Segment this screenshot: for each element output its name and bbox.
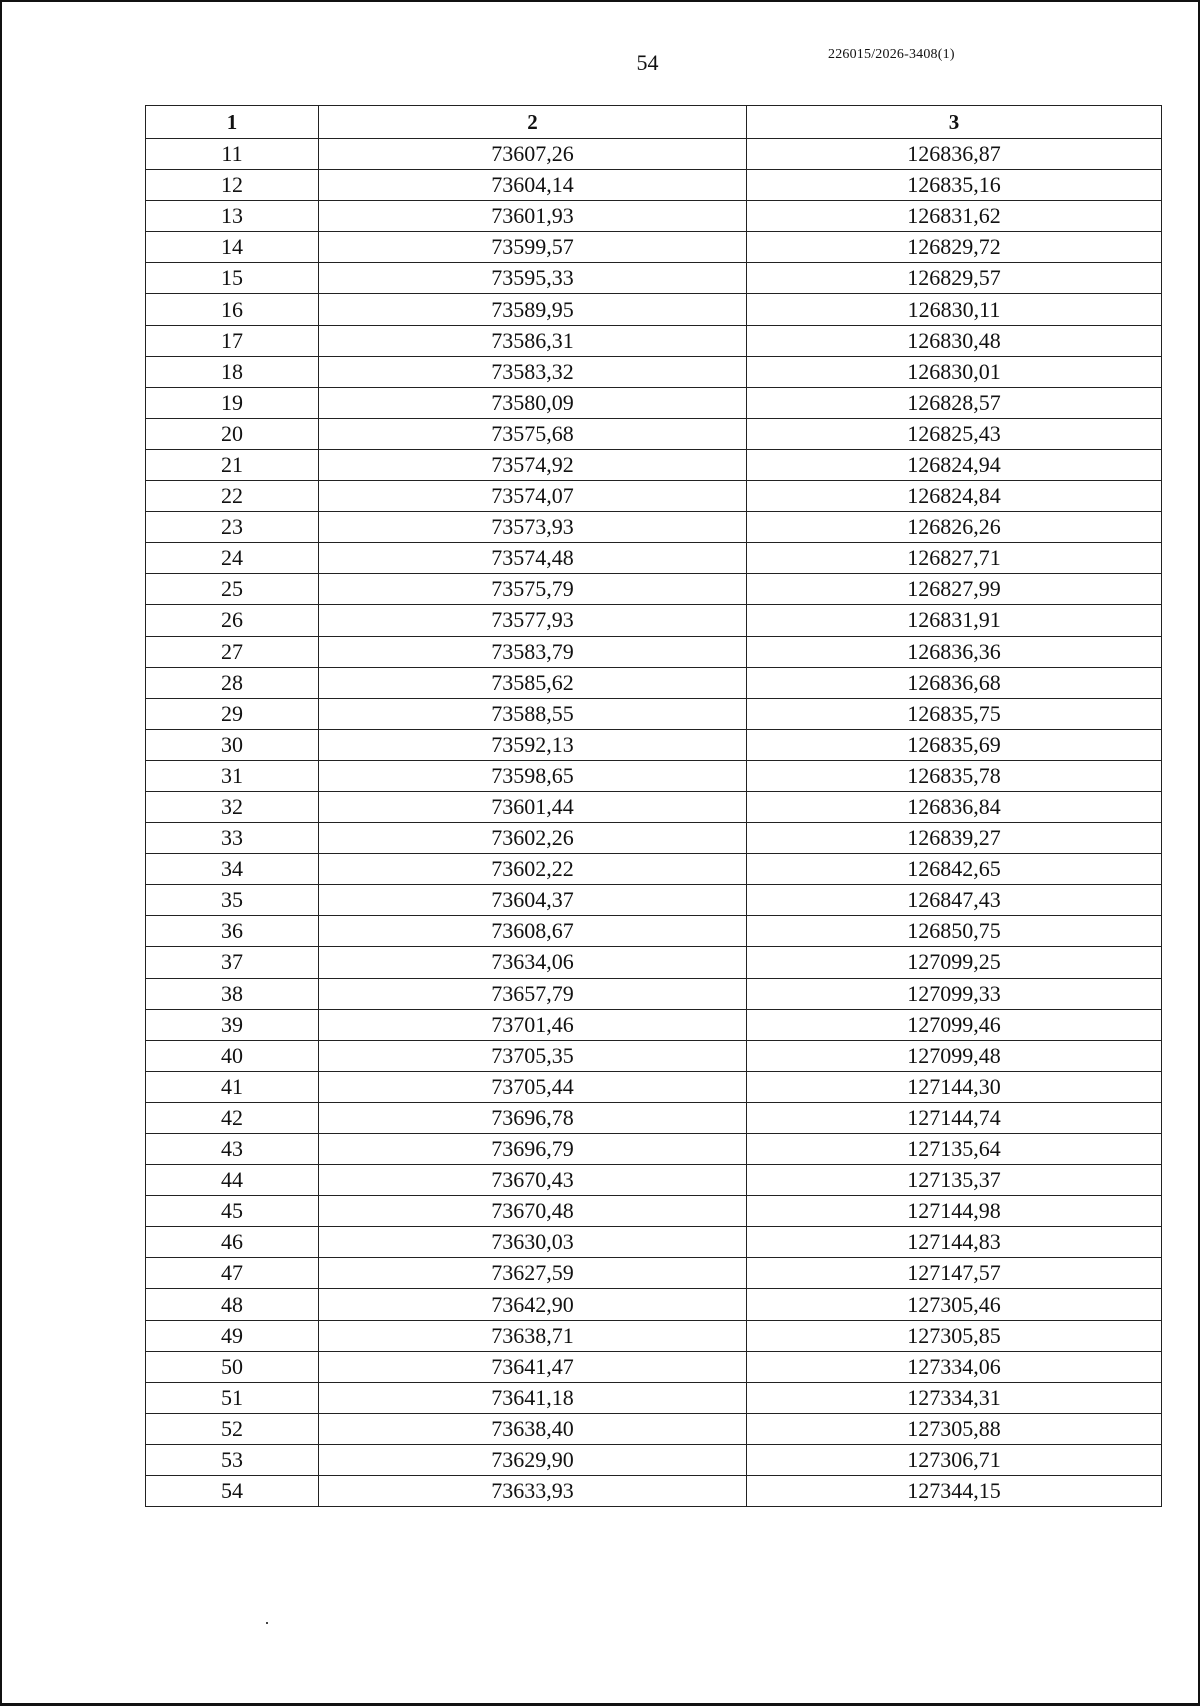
coordinate-y-cell: 127135,64 (747, 1134, 1162, 1165)
table-row (146, 1413, 1162, 1444)
coordinate-y-cell: 126842,65 (747, 854, 1162, 885)
point-number-cell: 50 (146, 1351, 319, 1382)
point-number-cell: 52 (146, 1413, 319, 1444)
point-number-cell: 40 (146, 1040, 319, 1071)
coordinate-y-cell: 127099,25 (747, 947, 1162, 978)
coordinate-y-cell: 126836,68 (747, 667, 1162, 698)
coordinate-y-cell: 126829,72 (747, 232, 1162, 263)
table-row (146, 1258, 1162, 1289)
table-row (146, 201, 1162, 232)
coordinate-y-cell: 126830,11 (747, 294, 1162, 325)
coordinate-y-cell: 126850,75 (747, 916, 1162, 947)
coordinate-y-cell: 126836,36 (747, 636, 1162, 667)
point-number-cell: 49 (146, 1320, 319, 1351)
coordinate-x-cell: 73641,47 (319, 1351, 747, 1382)
coordinate-x-cell: 73607,26 (319, 139, 747, 170)
coordinate-y-cell: 127099,33 (747, 978, 1162, 1009)
point-number-cell: 20 (146, 418, 319, 449)
coordinate-y-cell: 127099,48 (747, 1040, 1162, 1071)
table-row (146, 1009, 1162, 1040)
coordinate-x-cell: 73598,65 (319, 760, 747, 791)
coordinate-x-cell: 73696,78 (319, 1102, 747, 1133)
coordinate-x-cell: 73701,46 (319, 1009, 747, 1040)
coordinate-y-cell: 126827,71 (747, 543, 1162, 574)
table-row (146, 232, 1162, 263)
point-number-cell: 39 (146, 1009, 319, 1040)
point-number-cell: 31 (146, 760, 319, 791)
point-number-cell: 19 (146, 387, 319, 418)
table-row (146, 1444, 1162, 1475)
coordinate-x-cell: 73601,44 (319, 791, 747, 822)
coordinate-x-cell: 73595,33 (319, 263, 747, 294)
table-row (146, 356, 1162, 387)
table-row (146, 418, 1162, 449)
point-number-cell: 34 (146, 854, 319, 885)
table-row (146, 449, 1162, 480)
coordinate-x-cell: 73574,48 (319, 543, 747, 574)
coordinate-y-cell: 126836,84 (747, 791, 1162, 822)
column-header-2: 2 (319, 106, 747, 139)
point-number-cell: 28 (146, 667, 319, 698)
table-row (146, 605, 1162, 636)
column-header-1: 1 (146, 106, 319, 139)
table-row (146, 481, 1162, 512)
table-row (146, 1134, 1162, 1165)
coordinate-y-cell: 127144,83 (747, 1227, 1162, 1258)
coordinate-x-cell: 73575,79 (319, 574, 747, 605)
coordinate-y-cell: 126835,75 (747, 698, 1162, 729)
coordinate-x-cell: 73642,90 (319, 1289, 747, 1320)
coordinate-x-cell: 73638,40 (319, 1413, 747, 1444)
coordinate-y-cell: 126824,94 (747, 449, 1162, 480)
coordinate-y-cell: 126827,99 (747, 574, 1162, 605)
point-number-cell: 15 (146, 263, 319, 294)
table-row (146, 574, 1162, 605)
coordinate-y-cell: 126835,69 (747, 729, 1162, 760)
table-row (146, 729, 1162, 760)
table-row (146, 139, 1162, 170)
point-number-cell: 27 (146, 636, 319, 667)
coordinate-y-cell: 126824,84 (747, 481, 1162, 512)
coordinate-x-cell: 73634,06 (319, 947, 747, 978)
coordinate-x-cell: 73583,32 (319, 356, 747, 387)
table-row (146, 823, 1162, 854)
table-row (146, 1320, 1162, 1351)
point-number-cell: 14 (146, 232, 319, 263)
coordinate-x-cell: 73575,68 (319, 418, 747, 449)
table-row (146, 1196, 1162, 1227)
table-row (146, 978, 1162, 1009)
point-number-cell: 33 (146, 823, 319, 854)
point-number-cell: 29 (146, 698, 319, 729)
point-number-cell: 48 (146, 1289, 319, 1320)
coordinate-y-cell: 127144,74 (747, 1102, 1162, 1133)
coordinate-y-cell: 127306,71 (747, 1444, 1162, 1475)
coordinate-x-cell: 73604,14 (319, 170, 747, 201)
coordinate-y-cell: 126828,57 (747, 387, 1162, 418)
coordinate-x-cell: 73583,79 (319, 636, 747, 667)
table-row (146, 543, 1162, 574)
table-row (146, 1165, 1162, 1196)
point-number-cell: 26 (146, 605, 319, 636)
point-number-cell: 13 (146, 201, 319, 232)
coordinate-x-cell: 73629,90 (319, 1444, 747, 1475)
point-number-cell: 16 (146, 294, 319, 325)
coordinate-x-cell: 73580,09 (319, 387, 747, 418)
coordinate-x-cell: 73657,79 (319, 978, 747, 1009)
coordinate-y-cell: 126825,43 (747, 418, 1162, 449)
scan-speck (266, 1622, 268, 1624)
coordinate-y-cell: 126830,48 (747, 325, 1162, 356)
coordinate-x-cell: 73602,26 (319, 823, 747, 854)
coordinates-table (145, 105, 1162, 1507)
coordinate-y-cell: 126835,78 (747, 760, 1162, 791)
table-row (146, 947, 1162, 978)
coordinate-x-cell: 73592,13 (319, 729, 747, 760)
point-number-cell: 44 (146, 1165, 319, 1196)
table-row (146, 1071, 1162, 1102)
table-body (146, 139, 1162, 1507)
coordinate-y-cell: 127344,15 (747, 1476, 1162, 1507)
point-number-cell: 24 (146, 543, 319, 574)
coordinate-x-cell: 73574,07 (319, 481, 747, 512)
table-row (146, 698, 1162, 729)
point-number-cell: 54 (146, 1476, 319, 1507)
point-number-cell: 11 (146, 139, 319, 170)
point-number-cell: 22 (146, 481, 319, 512)
table-row (146, 885, 1162, 916)
coordinate-y-cell: 126831,62 (747, 201, 1162, 232)
point-number-cell: 51 (146, 1382, 319, 1413)
page-number: 54 (636, 50, 659, 75)
coordinate-x-cell: 73577,93 (319, 605, 747, 636)
table-row (146, 387, 1162, 418)
coordinate-y-cell: 126829,57 (747, 263, 1162, 294)
point-number-cell: 38 (146, 978, 319, 1009)
point-number-cell: 47 (146, 1258, 319, 1289)
table-row (146, 1476, 1162, 1507)
point-number-cell: 30 (146, 729, 319, 760)
coordinate-y-cell: 126831,91 (747, 605, 1162, 636)
coordinate-x-cell: 73630,03 (319, 1227, 747, 1258)
point-number-cell: 36 (146, 916, 319, 947)
coordinate-y-cell: 127144,98 (747, 1196, 1162, 1227)
point-number-cell: 41 (146, 1071, 319, 1102)
column-header-3: 3 (747, 106, 1162, 139)
table-row (146, 263, 1162, 294)
coordinate-y-cell: 126847,43 (747, 885, 1162, 916)
point-number-cell: 35 (146, 885, 319, 916)
table-row (146, 1382, 1162, 1413)
table-row (146, 512, 1162, 543)
table-row (146, 325, 1162, 356)
page-border-left (0, 0, 2, 1706)
coordinate-x-cell: 73627,59 (319, 1258, 747, 1289)
coordinate-x-cell: 73638,71 (319, 1320, 747, 1351)
coordinate-y-cell: 127135,37 (747, 1165, 1162, 1196)
point-number-cell: 12 (146, 170, 319, 201)
table-row (146, 636, 1162, 667)
table-header-row (146, 106, 1162, 139)
table-row (146, 760, 1162, 791)
point-number-cell: 32 (146, 791, 319, 822)
table-row (146, 916, 1162, 947)
coordinate-y-cell: 127334,31 (747, 1382, 1162, 1413)
table-row (146, 294, 1162, 325)
coordinate-x-cell: 73602,22 (319, 854, 747, 885)
table-row (146, 791, 1162, 822)
point-number-cell: 21 (146, 449, 319, 480)
point-number-cell: 23 (146, 512, 319, 543)
coordinate-x-cell: 73696,79 (319, 1134, 747, 1165)
coordinate-x-cell: 73601,93 (319, 201, 747, 232)
table-row (146, 854, 1162, 885)
coordinate-y-cell: 127144,30 (747, 1071, 1162, 1102)
coordinate-x-cell: 73608,67 (319, 916, 747, 947)
point-number-cell: 18 (146, 356, 319, 387)
point-number-cell: 53 (146, 1444, 319, 1475)
coordinate-x-cell: 73604,37 (319, 885, 747, 916)
coordinate-x-cell: 73705,35 (319, 1040, 747, 1071)
coordinate-x-cell: 73599,57 (319, 232, 747, 263)
point-number-cell: 45 (146, 1196, 319, 1227)
page-border-top (0, 0, 1200, 2)
coordinate-y-cell: 127099,46 (747, 1009, 1162, 1040)
coordinate-y-cell: 127305,85 (747, 1320, 1162, 1351)
coordinate-x-cell: 73641,18 (319, 1382, 747, 1413)
coordinate-y-cell: 126836,87 (747, 139, 1162, 170)
table-row (146, 667, 1162, 698)
table-row (146, 1227, 1162, 1258)
point-number-cell: 17 (146, 325, 319, 356)
coordinate-y-cell: 127305,88 (747, 1413, 1162, 1444)
coordinate-x-cell: 73588,55 (319, 698, 747, 729)
coordinate-y-cell: 127147,57 (747, 1258, 1162, 1289)
point-number-cell: 25 (146, 574, 319, 605)
coordinate-x-cell: 73670,48 (319, 1196, 747, 1227)
coordinate-x-cell: 73586,31 (319, 325, 747, 356)
coordinate-x-cell: 73573,93 (319, 512, 747, 543)
point-number-cell: 42 (146, 1102, 319, 1133)
document-reference: 226015/2026-3408(1) (828, 47, 955, 62)
coordinate-x-cell: 73585,62 (319, 667, 747, 698)
coordinate-y-cell: 126830,01 (747, 356, 1162, 387)
table-row (146, 170, 1162, 201)
coordinate-x-cell: 73589,95 (319, 294, 747, 325)
coordinate-x-cell: 73670,43 (319, 1165, 747, 1196)
coordinate-y-cell: 127334,06 (747, 1351, 1162, 1382)
coordinate-x-cell: 73705,44 (319, 1071, 747, 1102)
point-number-cell: 37 (146, 947, 319, 978)
table-row (146, 1289, 1162, 1320)
table-row (146, 1102, 1162, 1133)
coordinate-y-cell: 127305,46 (747, 1289, 1162, 1320)
coordinate-y-cell: 126839,27 (747, 823, 1162, 854)
coordinate-y-cell: 126835,16 (747, 170, 1162, 201)
point-number-cell: 46 (146, 1227, 319, 1258)
point-number-cell: 43 (146, 1134, 319, 1165)
coordinate-x-cell: 73633,93 (319, 1476, 747, 1507)
table-row (146, 1040, 1162, 1071)
table-row (146, 1351, 1162, 1382)
coordinate-x-cell: 73574,92 (319, 449, 747, 480)
coordinate-y-cell: 126826,26 (747, 512, 1162, 543)
